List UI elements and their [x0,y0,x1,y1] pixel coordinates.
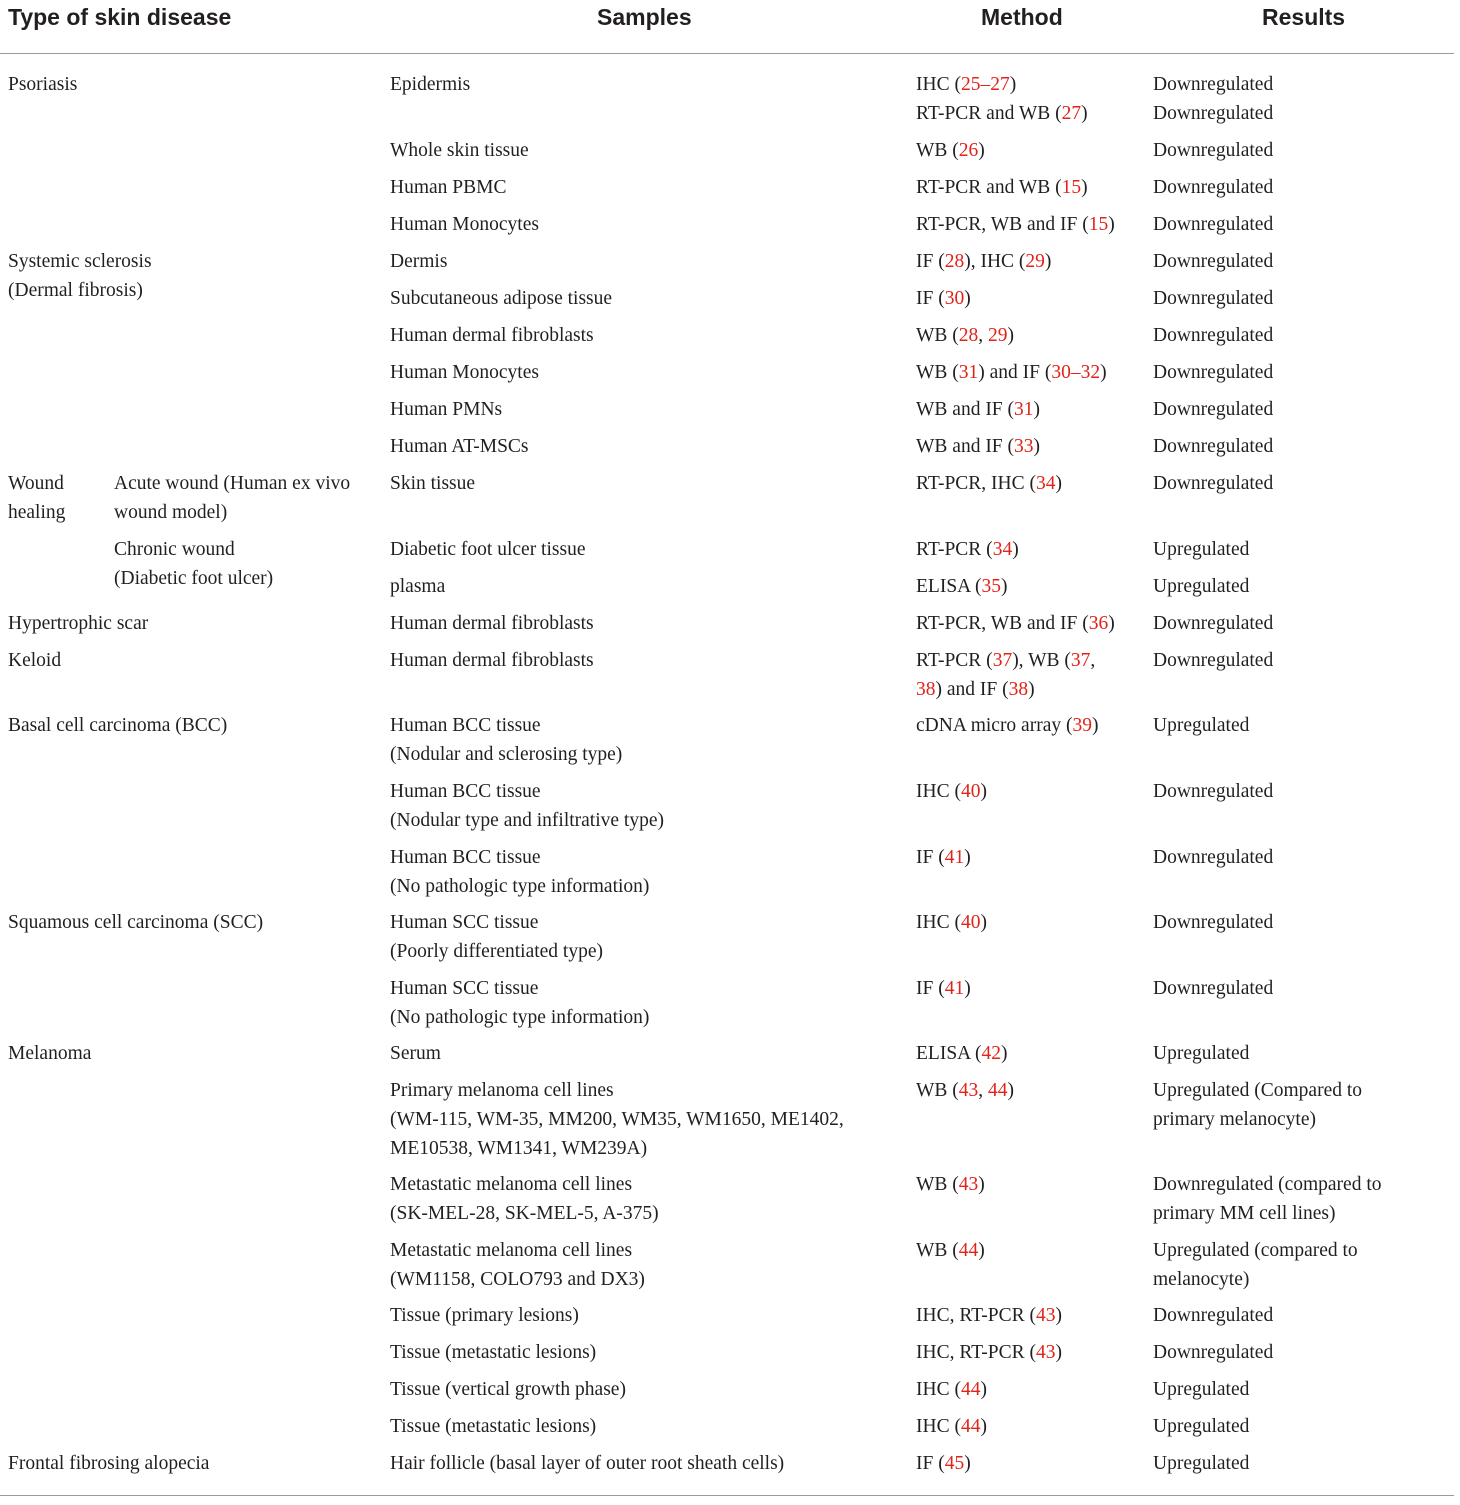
method-text: ) [980,1379,987,1400]
header-rule [0,53,1454,54]
disease-label: healing [8,502,66,523]
citation-ref: 36 [1088,613,1109,634]
sample-cell: Human SCC tissue [390,978,539,999]
method-text: ), WB ( [1012,650,1071,671]
citation-ref: 40 [960,912,981,933]
sample-cell: Human BCC tissue [390,715,541,736]
bottom-rule [0,1495,1454,1496]
method-cell [916,321,1014,350]
result-cell: primary melanocyte) [1153,1109,1316,1130]
citation-ref: 38 [1008,679,1029,700]
method-text: ) [1007,325,1015,346]
sample-cell: Human BCC tissue [390,781,541,802]
method-text: , [978,1080,989,1101]
method-text: ) [1028,679,1035,700]
method-cell [916,358,1107,387]
disease-label: Systemic sclerosis [8,251,152,272]
method-text: RT-PCR ( [916,650,993,671]
result-cell: Downregulated [1153,399,1274,420]
method-text: ) [1055,473,1063,494]
sample-cell: (No pathologic type information) [390,876,650,897]
citation-ref: 28 [958,325,979,346]
disease-label: Melanoma [8,1043,92,1064]
method-text: ) [978,1174,985,1195]
sample-cell: ME10538, WM1341, WM239A) [390,1138,648,1159]
method-cell [916,711,1098,740]
header-method: Method [981,4,1063,30]
result-cell: Downregulated [1153,103,1274,124]
result-cell: Upregulated (compared to [1153,1240,1358,1261]
method-cell [916,432,1040,461]
method-text: WB ( [916,1174,959,1195]
method-text: ) [1033,399,1041,420]
method-text: ) [964,1453,971,1474]
method-text: ), IHC ( [964,251,1026,272]
result-cell: Downregulated [1153,140,1274,161]
citation-ref: 28 [944,251,965,272]
citation-ref: 44 [960,1379,981,1400]
method-text: ) [980,781,987,802]
disease-label: Psoriasis [8,74,78,95]
method-cell [916,136,985,165]
citation-ref: 41 [944,978,965,999]
header-type: Type of skin disease [8,4,232,30]
method-text: ) [978,1240,985,1261]
disease-label: Squamous cell carcinoma (SCC) [8,912,264,933]
citation-ref: 37 [1070,650,1091,671]
method-text: WB ( [916,1240,959,1261]
method-text: IHC ( [916,1416,961,1437]
method-text: ) [1091,715,1099,736]
method-text: WB ( [916,1080,959,1101]
method-text: IHC ( [916,912,961,933]
method-text: ) and IF ( [935,679,1009,700]
sample-cell: Human Monocytes [390,362,539,383]
citation-ref: 45 [944,1453,965,1474]
citation-ref: 43 [1036,1305,1056,1326]
method-text: RT-PCR and WB ( [916,103,1062,124]
method-cell [916,247,1051,276]
sample-cell: Serum [390,1043,441,1064]
sample-cell: (No pathologic type information) [390,1007,650,1028]
citation-ref: 40 [960,781,981,802]
result-cell: Downregulated [1153,214,1274,235]
method-text: IF ( [916,251,945,272]
sample-cell: Human dermal fibroblasts [390,325,594,346]
method-cell [916,675,1035,704]
sample-cell: Epidermis [390,74,471,95]
method-cell [916,99,1088,128]
method-text: ) [1044,251,1052,272]
table-header [0,0,1460,38]
citation-ref: 30–32 [1051,362,1101,383]
result-cell: Downregulated [1153,288,1274,309]
citation-ref: 38 [916,679,936,700]
method-text: cDNA micro array ( [916,715,1073,736]
result-cell: Downregulated (compared to [1153,1174,1382,1195]
result-cell: Upregulated [1153,539,1250,560]
method-cell [916,1170,985,1199]
citation-ref: 44 [958,1240,979,1261]
method-cell [916,609,1115,638]
subtype-label: (Diabetic foot ulcer) [114,568,274,589]
sample-cell: Whole skin tissue [390,140,529,161]
sample-cell: (WM1158, COLO793 and DX3) [390,1269,645,1290]
citation-ref: 41 [944,847,965,868]
method-text: IF ( [916,978,945,999]
method-cell [916,1449,971,1478]
result-cell: Downregulated [1153,1305,1274,1326]
method-text: ) [1033,436,1041,457]
method-text: ) [964,847,971,868]
sample-cell: Diabetic foot ulcer tissue [390,539,586,560]
result-cell: Downregulated [1153,251,1274,272]
citation-ref: 30 [944,288,965,309]
method-cell [916,908,987,937]
method-text: ) [1007,1080,1015,1101]
method-cell [916,70,1016,99]
method-cell [916,843,971,872]
method-text: ) [1081,103,1088,124]
sample-cell: Tissue (vertical growth phase) [390,1379,626,1400]
result-cell: Downregulated [1153,1342,1274,1363]
method-cell [916,210,1115,239]
subtype-label: Chronic wound [114,539,235,560]
result-cell: Downregulated [1153,362,1274,383]
method-text: ) [980,1416,987,1437]
sample-cell: plasma [390,576,446,597]
subtype-label: Acute wound (Human ex vivo [114,473,351,494]
method-text: RT-PCR and WB ( [916,177,1062,198]
citation-ref: 43 [958,1080,979,1101]
citation-ref: 15 [1088,214,1109,235]
method-text: ) [1108,214,1115,235]
method-text: ) [1108,613,1115,634]
result-cell: Downregulated [1153,650,1274,671]
result-cell: Upregulated [1153,1453,1250,1474]
result-cell: Upregulated [1153,576,1250,597]
result-cell: Upregulated [1153,715,1250,736]
method-text: WB ( [916,325,959,346]
sample-cell: Human Monocytes [390,214,539,235]
result-cell: Downregulated [1153,781,1274,802]
sample-cell: Human BCC tissue [390,847,541,868]
method-text: ) [1055,1342,1063,1363]
method-cell [916,469,1062,498]
sample-cell: (SK-MEL-28, SK-MEL-5, A-375) [390,1203,659,1224]
method-text: ) [978,140,985,161]
disease-label: Keloid [8,650,62,671]
method-text: ) [1001,576,1008,597]
method-text: ) [1009,74,1017,95]
method-text: RT-PCR ( [916,539,993,560]
result-cell: primary MM cell lines) [1153,1203,1336,1224]
citation-ref: 37 [992,650,1013,671]
method-text: ) [964,288,971,309]
result-cell: Upregulated [1153,1416,1250,1437]
citation-ref: 15 [1061,177,1082,198]
citation-ref: 29 [1025,251,1045,272]
method-text: WB ( [916,140,959,161]
result-cell: Downregulated [1153,325,1274,346]
sample-cell: Hair follicle (basal layer of outer root sheath cells) [390,1453,785,1474]
method-text: ) [964,978,971,999]
method-cell [916,1301,1062,1330]
citation-ref: 27 [1061,103,1082,124]
method-cell [916,1375,987,1404]
sample-cell: Human PBMC [390,177,507,198]
method-text: WB and IF ( [916,436,1015,457]
result-cell: Downregulated [1153,613,1274,634]
result-cell: Upregulated [1153,1379,1250,1400]
method-cell [916,1412,987,1441]
method-text: WB ( [916,362,959,383]
method-text: IF ( [916,1453,945,1474]
method-cell [916,777,987,806]
disease-label: Wound [8,473,64,494]
sample-cell: Human dermal fibroblasts [390,613,594,634]
result-cell: Downregulated [1153,177,1274,198]
method-text: ) [1055,1305,1063,1326]
method-text: RT-PCR, WB and IF ( [916,214,1089,235]
sample-cell: (WM-115, WM-35, MM200, WM35, WM1650, ME1402, [390,1109,844,1130]
method-cell [916,1236,985,1265]
sample-cell: (Poorly differentiated type) [390,941,603,962]
sample-cell: Tissue (metastatic lesions) [390,1416,597,1437]
citation-ref: 35 [981,576,1002,597]
result-cell: Upregulated [1153,1043,1250,1064]
sample-cell: Human dermal fibroblasts [390,650,594,671]
citation-ref: 31 [958,362,979,383]
method-text: ) [980,912,987,933]
sample-cell: Human AT-MSCs [390,436,529,457]
sample-cell: Subcutaneous adipose tissue [390,288,613,309]
citation-ref: 44 [960,1416,981,1437]
sample-cell: Human PMNs [390,399,503,420]
citation-ref: 34 [992,539,1013,560]
method-text: IHC ( [916,1379,961,1400]
method-cell [916,284,971,313]
method-cell [916,1338,1062,1367]
citation-ref: 29 [988,325,1008,346]
result-cell: Downregulated [1153,473,1274,494]
method-cell [916,572,1008,601]
method-text: IHC, RT-PCR ( [916,1305,1037,1326]
citation-ref: 33 [1014,436,1034,457]
citation-ref: 43 [958,1174,979,1195]
sample-cell: Tissue (primary lesions) [390,1305,579,1326]
method-text: ELISA ( [916,576,982,597]
method-cell [916,535,1019,564]
citation-ref: 44 [988,1080,1008,1101]
method-text: , [1090,650,1096,671]
sample-cell: (Nodular type and infiltrative type) [390,810,664,831]
result-cell: Downregulated [1153,978,1274,999]
result-cell: melanocyte) [1153,1269,1250,1290]
method-text: RT-PCR, IHC ( [916,473,1037,494]
result-cell: Downregulated [1153,436,1274,457]
disease-label: Basal cell carcinoma (BCC) [8,715,228,736]
method-text: ) [1100,362,1107,383]
sample-cell: Metastatic melanoma cell lines [390,1240,633,1261]
sample-cell: Human SCC tissue [390,912,539,933]
method-cell [916,646,1095,675]
result-cell: Downregulated [1153,847,1274,868]
method-text: IF ( [916,288,945,309]
method-text: ) [1081,177,1088,198]
citation-ref: 43 [1036,1342,1056,1363]
method-cell [916,974,971,1003]
sample-cell: Tissue (metastatic lesions) [390,1342,597,1363]
method-text: ELISA ( [916,1043,982,1064]
disease-label: Frontal fibrosing alopecia [8,1453,210,1474]
sample-cell: Primary melanoma cell lines [390,1080,614,1101]
sample-cell: Dermis [390,251,448,272]
method-text: IHC ( [916,74,961,95]
sample-cell: (Nodular and sclerosing type) [390,744,623,765]
method-cell [916,173,1088,202]
subtype-label: wound model) [114,502,228,523]
method-text: IHC ( [916,781,961,802]
method-text: RT-PCR, WB and IF ( [916,613,1089,634]
sample-cell: Skin tissue [390,473,476,494]
method-text: WB and IF ( [916,399,1015,420]
result-cell: Downregulated [1153,74,1274,95]
method-text: , [978,325,989,346]
citation-ref: 31 [1014,399,1034,420]
method-text: ) and IF ( [978,362,1052,383]
header-results: Results [1262,4,1346,30]
method-cell [916,1076,1014,1105]
result-cell: Upregulated (Compared to [1153,1080,1363,1101]
result-cell: Downregulated [1153,912,1274,933]
method-cell [916,1039,1008,1068]
disease-label: Hypertrophic scar [8,613,149,634]
citation-ref: 39 [1072,715,1092,736]
citation-ref: 25–27 [960,74,1010,95]
citation-ref: 34 [1036,473,1056,494]
sample-cell: Metastatic melanoma cell lines [390,1174,633,1195]
method-text: IHC, RT-PCR ( [916,1342,1037,1363]
citation-ref: 26 [958,140,979,161]
disease-label: (Dermal fibrosis) [8,280,143,301]
header-samples: Samples [597,4,692,30]
method-text: ) [1012,539,1019,560]
citation-ref: 42 [981,1043,1002,1064]
method-cell [916,395,1040,424]
method-text: ) [1001,1043,1008,1064]
method-text: IF ( [916,847,945,868]
